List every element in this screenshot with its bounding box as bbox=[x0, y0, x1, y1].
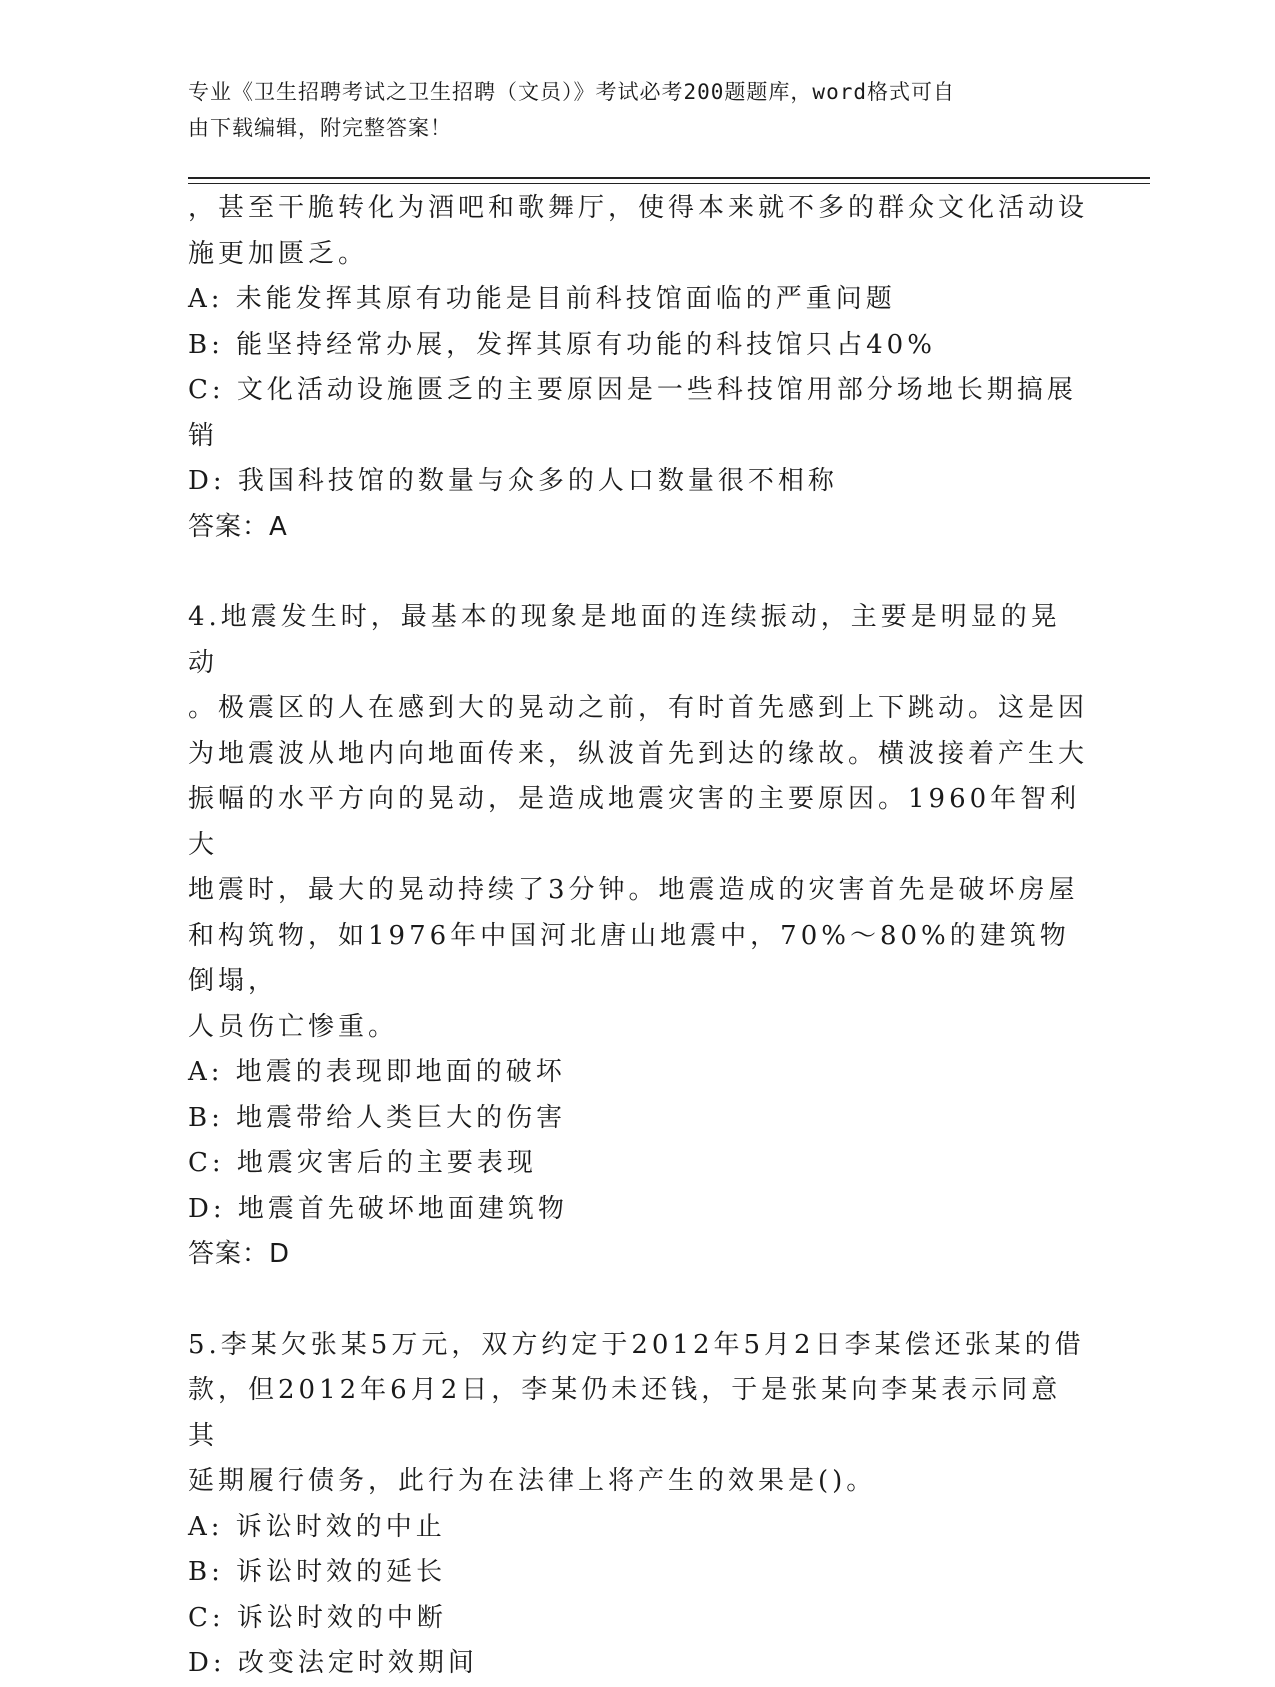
question-3-option-b: B: 能坚持经常办展，发挥其原有功能的科技馆只占40% bbox=[188, 329, 936, 360]
question-spacer bbox=[188, 550, 1088, 595]
question-4-option-b: B: 地震带给人类巨大的伤害 bbox=[188, 1102, 567, 1133]
question-5-stem-line-1: 5.李某欠张某5万元，双方约定于2012年5月2日李某偿还张某的借 bbox=[188, 1329, 1085, 1360]
question-5-option-a: A: 诉讼时效的中止 bbox=[188, 1511, 446, 1542]
question-4-option-a: A: 地震的表现即地面的破坏 bbox=[188, 1057, 566, 1087]
question-4-stem-line-3: 为地震波从地内向地面传来，纵波首先到达的缘故。横波接着产生大 bbox=[188, 738, 1089, 769]
question-3 bbox=[188, 186, 1088, 550]
header-divider-thin bbox=[188, 183, 1150, 184]
question-5-option-d: D: 改变法定时效期间 bbox=[188, 1648, 478, 1678]
question-3-stem-line-1: ，甚至干脆转化为酒吧和歌舞厅，使得本来就不多的群众文化活动设 bbox=[188, 193, 1089, 223]
question-4 bbox=[188, 595, 1088, 1278]
header-line-2: 由下载编辑，附完整答案！ bbox=[188, 116, 452, 140]
question-spacer bbox=[188, 1278, 1088, 1323]
question-5-stem-line-3: 延期履行债务，此行为在法律上将产生的效果是()。 bbox=[188, 1466, 877, 1496]
question-4-stem-line-4: 振幅的水平方向的晃动，是造成地震灾害的主要原因。1960年智利大 bbox=[188, 784, 1081, 860]
question-5-option-b: B: 诉讼时效的延长 bbox=[188, 1557, 447, 1587]
question-4-stem-line-2: 。极震区的人在感到大的晃动之前，有时首先感到上下跳动。这是因 bbox=[188, 693, 1089, 723]
question-3-option-d: D: 我国科技馆的数量与众多的人口数量很不相称 bbox=[188, 466, 838, 496]
question-5-option-c: C: 诉讼时效的中断 bbox=[188, 1602, 447, 1633]
question-3-option-a: A: 未能发挥其原有功能是目前科技馆面临的严重问题 bbox=[188, 284, 896, 314]
question-4-stem-line-1: 4.地震发生时，最基本的现象是地面的连续振动，主要是明显的晃动 bbox=[188, 602, 1061, 678]
question-4-option-d: D: 地震首先破坏地面建筑物 bbox=[188, 1193, 568, 1224]
question-4-stem-line-7: 人员伤亡惨重。 bbox=[188, 1011, 399, 1042]
question-4-option-c: C: 地震灾害后的主要表现 bbox=[188, 1148, 537, 1178]
question-4-answer: 答案：D bbox=[188, 1239, 291, 1269]
question-3-answer: 答案：A bbox=[188, 511, 288, 542]
question-3-stem-line-2: 施更加匮乏。 bbox=[188, 238, 369, 269]
header-line-1: 专业《卫生招聘考试之卫生招聘（文员）》考试必考200题题库，word格式可自 bbox=[188, 80, 955, 104]
document-body bbox=[188, 186, 1088, 1687]
question-3-option-c: C: 文化活动设施匮乏的主要原因是一些科技馆用部分场地长期搞展销 bbox=[188, 375, 1077, 451]
question-5-stem-line-2: 款，但2012年6月2日，李某仍未还钱，于是张某向李某表示同意其 bbox=[188, 1375, 1062, 1451]
question-4-stem-line-5: 地震时，最大的晃动持续了3分钟。地震造成的灾害首先是破坏房屋 bbox=[188, 875, 1079, 905]
document-header bbox=[188, 74, 1068, 146]
question-5 bbox=[188, 1323, 1088, 1687]
header-divider-thick bbox=[188, 177, 1150, 179]
question-4-stem-line-6: 和构筑物，如1976年中国河北唐山地震中，70%～80%的建筑物倒塌， bbox=[188, 920, 1070, 996]
